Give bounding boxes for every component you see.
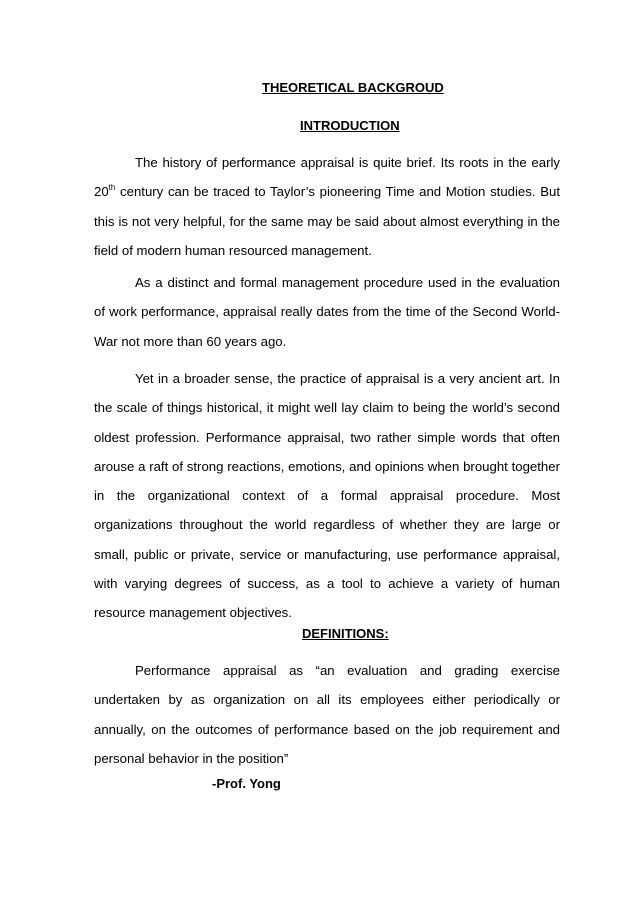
- document-title: THEORETICAL BACKGROUD: [262, 80, 444, 95]
- section-heading-definitions: DEFINITIONS:: [302, 626, 389, 641]
- intro-paragraph-formal-procedure: As a distinct and formal management procedure used in the evaluation of work performance, appraisal really dates from the time of the Second World-War not more than 60 years ago.: [94, 275, 560, 349]
- intro-paragraph-ancient-art: Yet in a broader sense, the practice of appraisal is a very ancient art. In the scale of things historical, it might well lay claim to being the world’s second oldest profession. Performance appraisal, two rather simple words that often arouse a raft of strong reactions, emotions, and opinions when brought together in the organizational context of a formal appraisal procedure. Most organizations throughout the world regardless of whether they are large or small, public or private, service or manufacturing, use performance appraisal, with varying degrees of success, as a tool to achieve a variety of human resource management objectives.: [94, 371, 560, 621]
- paragraph-text: The history of performance appraisal is quite brief. Its roots in the early 20: [94, 155, 560, 200]
- paragraph-text: century can be traced to Taylor’s pioneering Time and Motion studies. But this is not very helpful, for the same may be said about almost everything in the field of modern human resourced management.: [94, 184, 560, 258]
- definition-attribution: -Prof. Yong: [212, 776, 281, 791]
- definition-quote: Performance appraisal as “an evaluation and grading exercise undertaken by as organization on all its employees either periodically or annually, on the outcomes of performance based on the job requirement and personal behavior in the position”: [94, 663, 560, 766]
- ordinal-superscript: th: [108, 183, 116, 193]
- section-heading-introduction: INTRODUCTION: [300, 118, 400, 133]
- intro-paragraph-history: [94, 148, 560, 265]
